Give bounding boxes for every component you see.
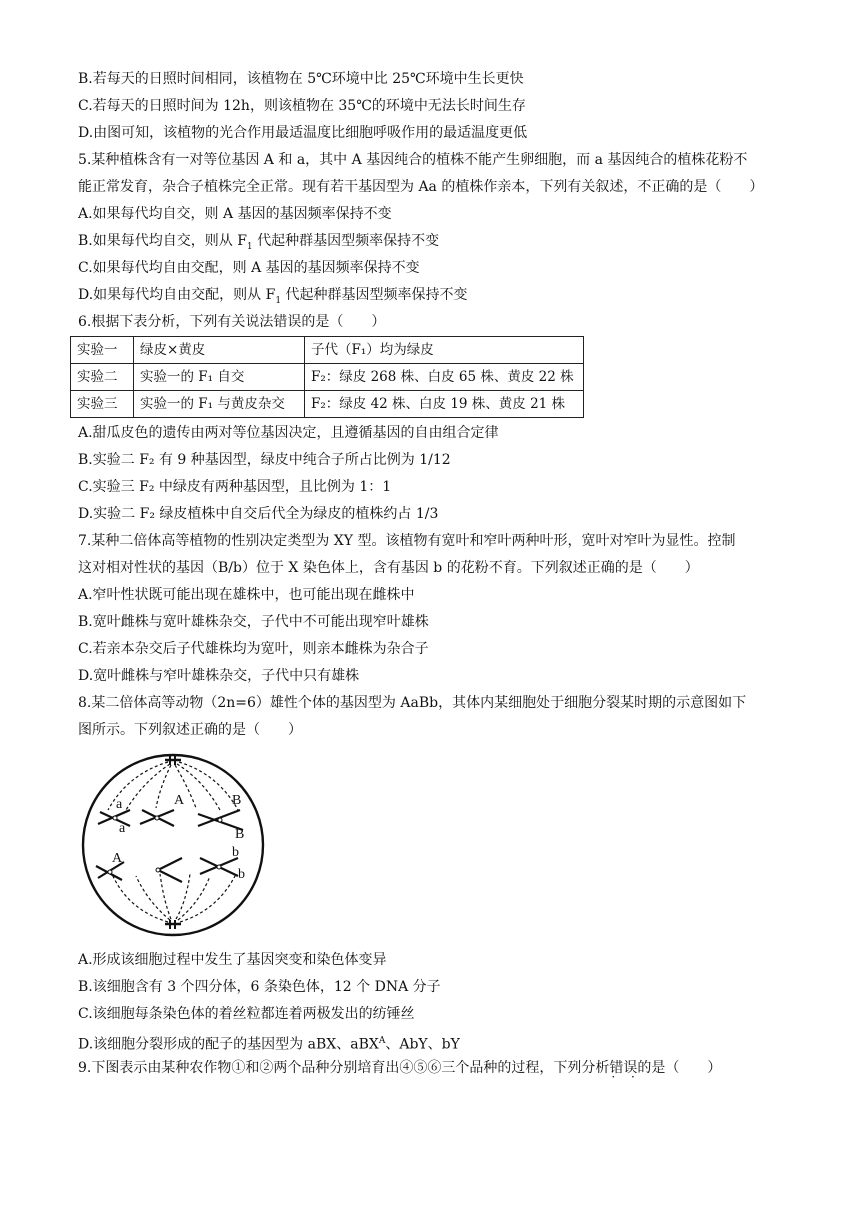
q9-stem: [78, 1059, 721, 1077]
q7-stem-line1: 7.某种二倍体高等植物的性别决定类型为 XY 型。该植物有宽叶和窄叶两种叶形，宽叶对窄叶为显性。控制: [78, 533, 736, 549]
q5-option-d-sub: 1: [275, 295, 282, 306]
table-cell: F₂：绿皮 268 株、白皮 65 株、黄皮 22 株: [305, 364, 584, 391]
q4-option-b: B.若每天的日照时间相同，该植物在 5℃环境中比 25℃环境中生长更快: [78, 71, 524, 87]
table-cell: 实验二: [71, 364, 134, 391]
gene-label: B: [235, 827, 245, 842]
table-row: [71, 391, 584, 418]
gene-label: B: [232, 793, 242, 808]
gene-label: b: [232, 845, 239, 860]
q8-option-d-text2: 、AbY、bY: [385, 1036, 460, 1053]
gene-label: a: [119, 821, 126, 836]
cell-division-figure: [78, 752, 268, 938]
table-row: [71, 337, 584, 364]
q7-option-d: D.宽叶雌株与窄叶雄株杂交，子代中只有雄株: [78, 668, 360, 684]
q4-option-c: C.若每天的日照时间为 12h，则该植物在 35℃的环境中无法长时间生存: [78, 98, 526, 114]
table-cell: 子代（F₁）均为绿皮: [305, 337, 584, 364]
gene-label: a: [116, 797, 123, 812]
table-cell: F₂：绿皮 42 株、白皮 19 株、黄皮 21 株: [305, 391, 584, 418]
table-cell: 实验一: [71, 337, 134, 364]
q8-option-b: B.该细胞含有 3 个四分体，6 条染色体，12 个 DNA 分子: [78, 979, 441, 995]
spindle-fibers: [108, 762, 238, 922]
q7-option-c: C.若亲本杂交后子代雄株均为宽叶，则亲本雌株为杂合子: [78, 641, 429, 657]
q5-option-b-sub: 1: [246, 241, 253, 252]
q5-option-c: C.如果每代均自由交配，则 A 基因的基因频率保持不变: [78, 260, 420, 276]
q7-option-a: A.窄叶性状既可能出现在雄株中，也可能出现在雌株中: [78, 587, 415, 603]
table-cell: 实验三: [71, 391, 134, 418]
q5-option-d: [78, 286, 468, 304]
gene-label: b: [238, 867, 245, 882]
centrosome-top: [165, 756, 181, 765]
q5-option-b-text2: 代起种群基因型频率保持不变: [252, 233, 440, 249]
q6-stem: 6.根据下表分析，下列有关说法错误的是（ ）: [78, 314, 386, 330]
q5-option-d-text: D.如果每代均自由交配，则从 F: [78, 287, 276, 303]
q8-option-d: [78, 1032, 460, 1053]
experiment-table: [70, 336, 584, 418]
q9-stem-text2: 的是（ ）: [637, 1060, 722, 1076]
q6-option-b: B.实验二 F₂ 有 9 种基因型，绿皮中纯合子所占比例为 1/12: [78, 452, 451, 468]
table-cell: 实验一的 F₁ 自交: [134, 364, 305, 391]
q8-option-d-text: D.该细胞分裂形成的配子的基因型为 aBX、aBX: [78, 1036, 379, 1053]
table-cell: 实验一的 F₁ 与黄皮杂交: [134, 391, 305, 418]
q5-option-d-text2: 代起种群基因型频率保持不变: [281, 287, 468, 303]
q9-stem-text: 9.下图表示由某种农作物①和②两个品种分别培育出④⑤⑥三个品种的过程，下列分析: [78, 1060, 610, 1076]
q8-option-c: C.该细胞每条染色体的着丝粒都连着两极发出的纺锤丝: [78, 1006, 415, 1022]
q7-stem-line2: 这对相对性状的基因（B/b）位于 X 染色体上，含有基因 b 的花粉不育。下列叙述正确的是（ ）: [78, 560, 699, 576]
q7-option-b: B.宽叶雌株与宽叶雄株杂交，子代中不可能出现窄叶雄株: [78, 614, 429, 630]
table-cell: 绿皮×黄皮: [134, 337, 305, 364]
q8-option-a: A.形成该细胞过程中发生了基因突变和染色体变异: [78, 952, 387, 968]
q8-stem-line1: 8.某二倍体高等动物（2n=6）雄性个体的基因型为 AaBb，其体内某细胞处于细胞分裂某时期的示意图如下: [78, 695, 747, 711]
q6-option-d: D.实验二 F₂ 绿皮植株中自交后代全为绿皮的植株约占 1/3: [78, 506, 439, 522]
table-row: [71, 364, 584, 391]
q5-option-b: [78, 232, 439, 250]
q6-option-a: A.甜瓜皮色的遗传由两对等位基因决定，且遵循基因的自由组合定律: [78, 425, 499, 441]
gene-label: A: [112, 851, 123, 866]
q9-stem-emphasis: 错误 · ·: [609, 1060, 637, 1076]
q5-stem-line1: 5.某种植株含有一对等位基因 A 和 a，其中 A 基因纯合的植株不能产生卵细胞，而 a 基因纯合的植株花粉不: [78, 152, 748, 168]
q5-option-a: A.如果每代均自交，则 A 基因的基因频率保持不变: [78, 206, 392, 222]
q6-option-c: C.实验三 F₂ 中绿皮有两种基因型，且比例为 1：1: [78, 479, 392, 495]
q4-option-d: D.由图可知，该植物的光合作用最适温度比细胞呼吸作用的最适温度更低: [78, 125, 528, 141]
q8-option-d-sup: A: [378, 1036, 386, 1046]
gene-label: A: [174, 793, 185, 808]
q8-stem-line2: 图所示。下列叙述正确的是（ ）: [78, 722, 302, 738]
q5-option-b-text: B.如果每代均自交，则从 F: [78, 233, 247, 249]
q5-stem-line2: 能正常发育，杂合子植株完全正常。现有若干基因型为 Aa 的植株作亲本，下列有关叙述，不正确的是（ ）: [78, 179, 764, 195]
